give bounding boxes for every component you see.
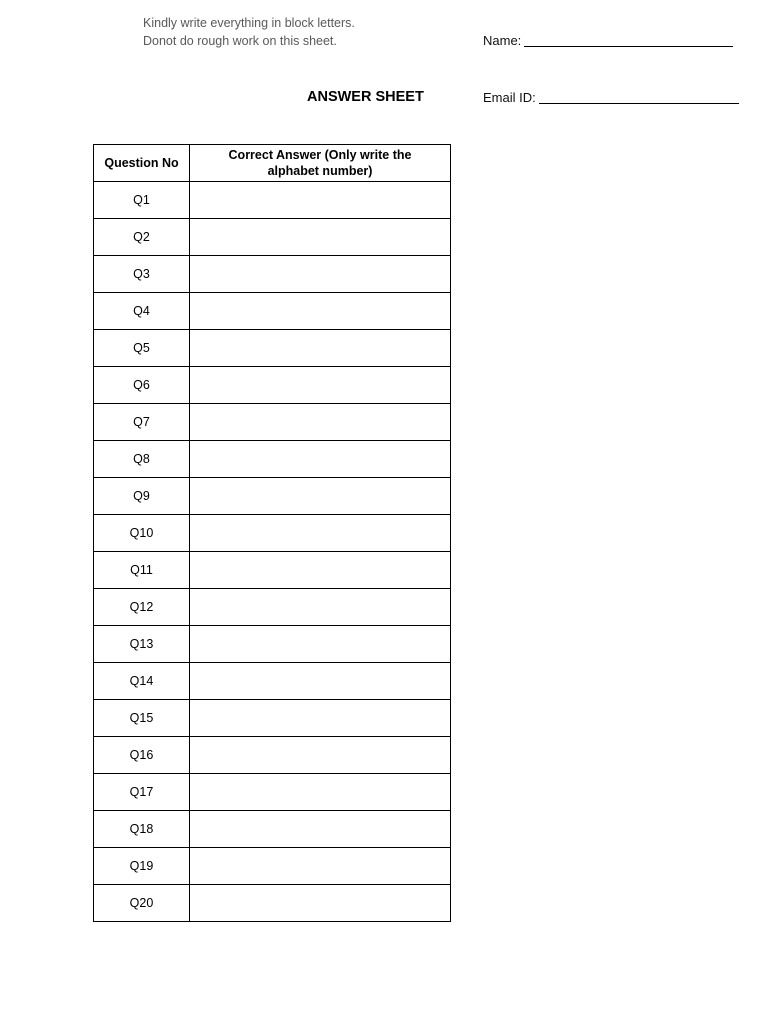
header-question-no: Question No (94, 145, 190, 182)
table-row (94, 182, 451, 219)
table-row (94, 626, 451, 663)
email-label: Email ID: (483, 90, 536, 105)
table-row (94, 885, 451, 922)
question-number-cell: Q3 (94, 256, 190, 293)
question-number-cell: Q10 (94, 515, 190, 552)
question-number-cell: Q20 (94, 885, 190, 922)
table-row (94, 737, 451, 774)
table-row (94, 441, 451, 478)
question-number-cell: Q2 (94, 219, 190, 256)
answer-cell[interactable] (190, 737, 451, 774)
question-number-cell: Q14 (94, 663, 190, 700)
answer-cell[interactable] (190, 293, 451, 330)
table-row (94, 663, 451, 700)
table-row (94, 478, 451, 515)
question-number-cell: Q5 (94, 330, 190, 367)
question-number-cell: Q4 (94, 293, 190, 330)
answer-rows (94, 182, 451, 922)
question-number-cell: Q15 (94, 700, 190, 737)
answer-cell[interactable] (190, 589, 451, 626)
table-row (94, 330, 451, 367)
answer-cell[interactable] (190, 404, 451, 441)
table-row (94, 404, 451, 441)
answer-cell[interactable] (190, 256, 451, 293)
instructions (143, 14, 355, 50)
answer-cell[interactable] (190, 885, 451, 922)
question-number-cell: Q17 (94, 774, 190, 811)
table-row (94, 589, 451, 626)
page-title: ANSWER SHEET (307, 89, 424, 105)
table-row (94, 367, 451, 404)
answer-cell[interactable] (190, 478, 451, 515)
name-label: Name: (483, 33, 522, 48)
table-row (94, 700, 451, 737)
answer-cell[interactable] (190, 367, 451, 404)
table-row (94, 552, 451, 589)
answer-cell[interactable] (190, 441, 451, 478)
instruction-no-rough-work: Donot do rough work on this sheet. (143, 34, 337, 48)
name-field (483, 33, 733, 48)
instruction-block-letters: Kindly write everything in block letters. (143, 16, 355, 30)
table-row (94, 293, 451, 330)
question-number-cell: Q1 (94, 182, 190, 219)
table-row (94, 256, 451, 293)
answer-cell[interactable] (190, 700, 451, 737)
question-number-cell: Q8 (94, 441, 190, 478)
name-blank-line[interactable] (524, 45, 733, 47)
answer-cell[interactable] (190, 515, 451, 552)
question-number-cell: Q13 (94, 626, 190, 663)
table-row (94, 774, 451, 811)
answer-table (93, 144, 451, 922)
answer-cell[interactable] (190, 663, 451, 700)
table-row (94, 811, 451, 848)
table-row (94, 515, 451, 552)
table-row (94, 219, 451, 256)
answer-cell[interactable] (190, 552, 451, 589)
question-number-cell: Q11 (94, 552, 190, 589)
answer-cell[interactable] (190, 811, 451, 848)
answer-cell[interactable] (190, 774, 451, 811)
question-number-cell: Q12 (94, 589, 190, 626)
question-number-cell: Q9 (94, 478, 190, 515)
answer-cell[interactable] (190, 182, 451, 219)
question-number-cell: Q18 (94, 811, 190, 848)
header-correct-answer: Correct Answer (Only write the alphabet number) (190, 145, 451, 182)
email-blank-line[interactable] (539, 102, 739, 104)
answer-cell[interactable] (190, 219, 451, 256)
answer-cell[interactable] (190, 330, 451, 367)
question-number-cell: Q7 (94, 404, 190, 441)
answer-cell[interactable] (190, 848, 451, 885)
question-number-cell: Q19 (94, 848, 190, 885)
answer-cell[interactable] (190, 626, 451, 663)
table-row (94, 848, 451, 885)
question-number-cell: Q16 (94, 737, 190, 774)
email-field (483, 90, 739, 105)
table-header-row (94, 145, 451, 182)
question-number-cell: Q6 (94, 367, 190, 404)
